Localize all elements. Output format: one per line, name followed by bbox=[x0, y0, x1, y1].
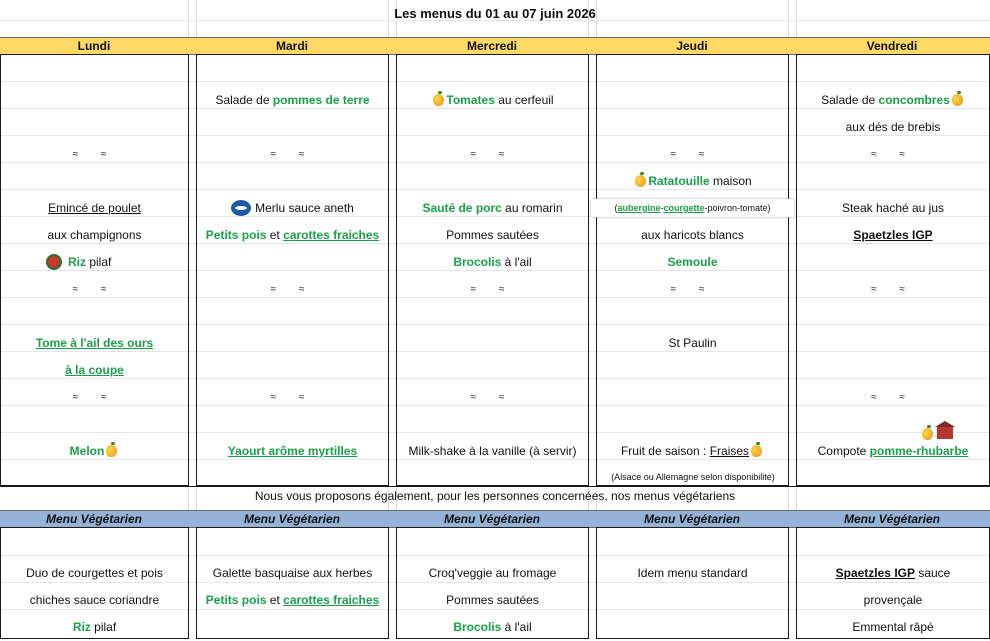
menu-text: courgette bbox=[663, 203, 705, 213]
menu-text: à l'ail bbox=[501, 620, 532, 634]
jeudi-main-2 bbox=[591, 199, 794, 217]
jeudi-side bbox=[596, 249, 789, 276]
fruit-icon bbox=[952, 94, 963, 106]
mardi-side bbox=[196, 222, 389, 249]
spacer bbox=[588, 38, 596, 54]
veg-header-jeudi: Menu Végétarien bbox=[643, 512, 741, 526]
spacer bbox=[188, 38, 196, 54]
menu-text: Ratatouille bbox=[648, 174, 710, 188]
mardi-main bbox=[196, 195, 389, 222]
fruit-icon bbox=[922, 428, 933, 440]
menu-text: carottes fraiches bbox=[283, 228, 380, 242]
menu-text: Semoule bbox=[667, 255, 718, 269]
veg-vendredi-3: Emmental râpé bbox=[852, 620, 934, 634]
menu-text: Riz bbox=[72, 620, 91, 634]
fruit-icon bbox=[751, 445, 762, 457]
veg-vendredi-2: provençale bbox=[863, 593, 923, 607]
day-header-vendredi: Vendredi bbox=[866, 39, 918, 53]
fruit-icon bbox=[106, 445, 117, 457]
spacer bbox=[788, 38, 796, 54]
veg-header-mardi: Menu Végétarien bbox=[243, 512, 341, 526]
veg-mardi-1: Galette basquaise aux herbes bbox=[212, 566, 373, 580]
menu-text: Riz bbox=[68, 255, 86, 269]
vegetarian-header-row bbox=[0, 510, 990, 528]
menu-text: Fruit de saison : bbox=[620, 444, 710, 458]
mercredi-side-2 bbox=[396, 249, 589, 276]
wave-separator-icon: ≈ ≈ bbox=[470, 392, 515, 403]
menu-text: à l'ail bbox=[501, 255, 532, 269]
menu-text: ( bbox=[614, 203, 618, 213]
wave-separator-icon: ≈ ≈ bbox=[72, 149, 117, 160]
lundi-main-2: aux champignons bbox=[47, 228, 142, 242]
jeudi-dessert bbox=[596, 438, 789, 465]
day-header-mardi: Mardi bbox=[275, 39, 308, 53]
menu-text: maison bbox=[709, 174, 752, 188]
day-header-lundi: Lundi bbox=[77, 39, 111, 53]
vendredi-dessert-icons bbox=[920, 427, 953, 441]
veg-mercredi-1: Croq'veggie au fromage bbox=[428, 566, 557, 580]
mercredi-starter bbox=[396, 87, 589, 114]
wave-separator-icon: ≈ ≈ bbox=[871, 149, 915, 160]
day-header-row bbox=[0, 37, 990, 55]
veg-jeudi-1: Idem menu standard bbox=[637, 566, 748, 580]
wave-separator-icon: ≈ ≈ bbox=[270, 149, 315, 160]
menu-text: à la coupe bbox=[65, 363, 124, 377]
lundi-side bbox=[0, 249, 189, 276]
lundi-cheese-2 bbox=[0, 357, 189, 384]
day-column-mardi bbox=[196, 54, 389, 486]
veg-header-lundi: Menu Végétarien bbox=[45, 512, 143, 526]
fruit-icon bbox=[635, 175, 646, 187]
menu-text: Salade de bbox=[215, 93, 273, 107]
menu-text: et bbox=[266, 228, 284, 242]
menu-text: Emincé de poulet bbox=[48, 201, 141, 215]
vendredi-main: Steak haché au jus bbox=[841, 201, 945, 215]
day-header-mercredi: Mercredi bbox=[466, 39, 518, 53]
menu-text: pilaf bbox=[86, 255, 112, 269]
vegetarian-note: Nous vous proposons également, pour les personnes concernées, nos menus végétariens bbox=[0, 486, 990, 505]
wave-separator-icon: ≈ ≈ bbox=[270, 392, 315, 403]
menu-text: au romarin bbox=[501, 201, 563, 215]
menu-text: Petits pois bbox=[205, 228, 267, 242]
mercredi-dessert: Milk-shake à la vanille (à servir) bbox=[408, 444, 577, 458]
spacer bbox=[588, 511, 596, 527]
menu-text: Brocolis bbox=[453, 620, 502, 634]
vendredi-starter-2: aux dés de brebis bbox=[845, 120, 941, 134]
menu-text: concombres bbox=[878, 93, 950, 107]
menu-text: Merlu sauce aneth bbox=[255, 201, 354, 215]
spacer bbox=[388, 38, 396, 54]
menu-text: pommes de terre bbox=[272, 93, 370, 107]
menu-text: Salade de bbox=[821, 93, 879, 107]
lundi-dessert bbox=[0, 438, 189, 465]
menu-text: - bbox=[660, 203, 664, 213]
menu-text: Spaetzles IGP bbox=[835, 566, 915, 580]
farm-icon bbox=[937, 427, 953, 439]
menu-text: -poivron-tomate) bbox=[704, 203, 771, 213]
menu-text: et bbox=[266, 593, 284, 607]
wave-separator-icon: ≈ ≈ bbox=[871, 284, 915, 295]
quality-label-icon bbox=[46, 254, 62, 270]
mercredi-main bbox=[396, 195, 589, 222]
menu-text: Petits pois bbox=[205, 593, 267, 607]
wave-separator-icon: ≈ ≈ bbox=[470, 149, 515, 160]
wave-separator-icon: ≈ ≈ bbox=[470, 284, 515, 295]
menu-text: Yaourt arôme myrtilles bbox=[227, 444, 358, 458]
fish-label-icon bbox=[231, 200, 251, 216]
menu-text: au cerfeuil bbox=[494, 93, 554, 107]
veg-lundi-1: Duo de courgettes et pois bbox=[26, 566, 163, 580]
menu-text: Spaetzles IGP bbox=[853, 228, 933, 242]
jeudi-dessert-note: (Alsace ou Allemagne selon disponibilité) bbox=[598, 471, 788, 484]
menu-text: Melon bbox=[69, 444, 105, 458]
wave-separator-icon: ≈ ≈ bbox=[270, 284, 315, 295]
spacer bbox=[788, 511, 796, 527]
veg-vendredi-1 bbox=[796, 560, 990, 587]
menu-text: aubergine bbox=[617, 203, 661, 213]
veg-mardi-2 bbox=[196, 587, 389, 614]
menu-text: Fraises bbox=[709, 444, 750, 458]
menu-text: Brocolis bbox=[453, 255, 502, 269]
vendredi-side bbox=[796, 222, 990, 249]
menu-text: Sauté de porc bbox=[422, 201, 502, 215]
wave-separator-icon: ≈ ≈ bbox=[72, 284, 117, 295]
menu-text: Tomates bbox=[446, 93, 495, 107]
menu-text: Tome à l'ail des ours bbox=[35, 336, 154, 350]
mardi-dessert bbox=[196, 438, 389, 465]
menu-text: pilaf bbox=[90, 620, 117, 634]
menu-text: pomme-rhubarbe bbox=[869, 444, 969, 458]
wave-separator-icon: ≈ ≈ bbox=[871, 392, 915, 403]
wave-separator-icon: ≈ ≈ bbox=[72, 392, 117, 403]
vendredi-starter bbox=[796, 87, 990, 114]
mardi-starter bbox=[196, 87, 389, 114]
veg-header-mercredi: Menu Végétarien bbox=[443, 512, 541, 526]
wave-separator-icon: ≈ ≈ bbox=[670, 284, 715, 295]
lundi-cheese-1 bbox=[0, 330, 189, 357]
spacer bbox=[388, 511, 396, 527]
jeudi-main-1 bbox=[596, 168, 789, 195]
menu-text: sauce bbox=[915, 566, 951, 580]
menu-text: Compote bbox=[817, 444, 870, 458]
veg-mercredi-2: Pommes sautées bbox=[446, 593, 539, 607]
jeudi-cheese: St Paulin bbox=[668, 336, 717, 350]
spacer bbox=[188, 511, 196, 527]
veg-lundi-2: chiches sauce coriandre bbox=[29, 593, 160, 607]
wave-separator-icon: ≈ ≈ bbox=[670, 149, 715, 160]
page-title: Les menus du 01 au 07 juin 2026 bbox=[394, 6, 596, 21]
fruit-icon bbox=[433, 94, 444, 106]
mercredi-side-1: Pommes sautées bbox=[446, 228, 539, 242]
veg-header-vendredi: Menu Végétarien bbox=[843, 512, 941, 526]
day-header-jeudi: Jeudi bbox=[676, 39, 708, 53]
vendredi-dessert bbox=[796, 438, 990, 465]
jeudi-main-3: aux haricots blancs bbox=[641, 228, 744, 242]
menu-text: carottes fraiches bbox=[283, 593, 380, 607]
lundi-main-1 bbox=[0, 195, 189, 222]
